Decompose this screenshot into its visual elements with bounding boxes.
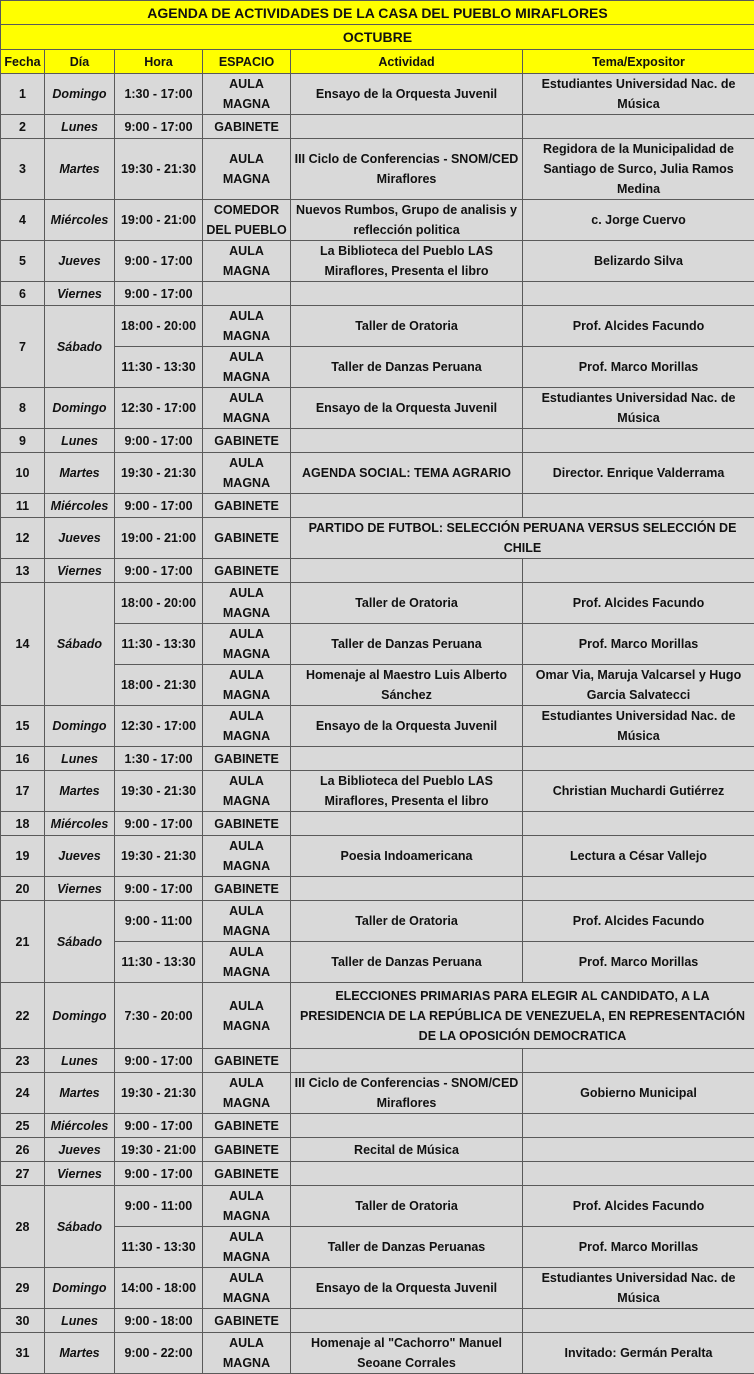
- tema-cell: Estudiantes Universidad Nac. de Música: [523, 388, 754, 429]
- hora-cell: 7:30 - 20:00: [115, 983, 203, 1049]
- fecha-cell: 28: [1, 1186, 45, 1268]
- hora-cell: 9:00 - 11:00: [115, 901, 203, 942]
- actividad-cell: Homenaje al "Cachorro" Manuel Seoane Corrales: [291, 1333, 523, 1374]
- tema-cell: Belizardo Silva: [523, 241, 754, 282]
- actividad-cell: [291, 494, 523, 518]
- espacio-cell: AULA MAGNA: [203, 706, 291, 747]
- agenda-body: [1, 74, 754, 1374]
- espacio-cell: AULA MAGNA: [203, 901, 291, 942]
- fecha-cell: 7: [1, 306, 45, 388]
- espacio-cell: AULA MAGNA: [203, 1073, 291, 1114]
- espacio-cell: GABINETE: [203, 1309, 291, 1333]
- hora-cell: 9:00 - 11:00: [115, 1186, 203, 1227]
- fecha-cell: 11: [1, 494, 45, 518]
- hora-cell: 9:00 - 17:00: [115, 559, 203, 583]
- table-row: [1, 1162, 754, 1186]
- hora-cell: 9:00 - 17:00: [115, 282, 203, 306]
- hora-cell: 11:30 - 13:30: [115, 624, 203, 665]
- table-row: [1, 1186, 754, 1227]
- tema-cell: Estudiantes Universidad Nac. de Música: [523, 74, 754, 115]
- espacio-cell: GABINETE: [203, 1162, 291, 1186]
- table-row: [1, 1073, 754, 1114]
- actividad-merged-cell: ELECCIONES PRIMARIAS PARA ELEGIR AL CANDIDATO, A LA PRESIDENCIA DE LA REPÚBLICA DE VENEZUELA, EN REPRESENTACIÓN DE LA OPOSICIÓN DEMOCRATICA: [291, 983, 754, 1049]
- hora-cell: 19:30 - 21:00: [115, 1138, 203, 1162]
- table-row: [1, 942, 754, 983]
- tema-cell: Prof. Alcides Facundo: [523, 1186, 754, 1227]
- espacio-cell: GABINETE: [203, 518, 291, 559]
- hora-cell: 9:00 - 17:00: [115, 1162, 203, 1186]
- header-dia: Día: [45, 50, 115, 74]
- dia-cell: Miércoles: [45, 494, 115, 518]
- espacio-cell: GABINETE: [203, 812, 291, 836]
- espacio-cell: GABINETE: [203, 1114, 291, 1138]
- dia-cell: Jueves: [45, 1138, 115, 1162]
- dia-cell: Miércoles: [45, 812, 115, 836]
- fecha-cell: 12: [1, 518, 45, 559]
- table-row: [1, 583, 754, 624]
- table-row: [1, 1138, 754, 1162]
- dia-cell: Miércoles: [45, 1114, 115, 1138]
- dia-cell: Domingo: [45, 1268, 115, 1309]
- table-row: [1, 624, 754, 665]
- table-row: [1, 747, 754, 771]
- tema-cell: [523, 747, 754, 771]
- table-row: [1, 1333, 754, 1374]
- hora-cell: 1:30 - 17:00: [115, 747, 203, 771]
- dia-cell: Domingo: [45, 983, 115, 1049]
- actividad-cell: [291, 1114, 523, 1138]
- fecha-cell: 5: [1, 241, 45, 282]
- tema-cell: Prof. Marco Morillas: [523, 347, 754, 388]
- hora-cell: 9:00 - 17:00: [115, 1114, 203, 1138]
- espacio-cell: GABINETE: [203, 115, 291, 139]
- tema-cell: [523, 1114, 754, 1138]
- table-row: [1, 518, 754, 559]
- espacio-cell: AULA MAGNA: [203, 388, 291, 429]
- fecha-cell: 24: [1, 1073, 45, 1114]
- hora-cell: 19:30 - 21:30: [115, 836, 203, 877]
- dia-cell: Viernes: [45, 877, 115, 901]
- dia-cell: Lunes: [45, 429, 115, 453]
- hora-cell: 9:00 - 17:00: [115, 877, 203, 901]
- tema-cell: Prof. Alcides Facundo: [523, 901, 754, 942]
- tema-cell: [523, 1138, 754, 1162]
- hora-cell: 18:00 - 21:30: [115, 665, 203, 706]
- header-tema: Tema/Expositor: [523, 50, 754, 74]
- tema-cell: [523, 429, 754, 453]
- espacio-cell: AULA MAGNA: [203, 139, 291, 200]
- table-row: [1, 836, 754, 877]
- hora-cell: 19:00 - 21:00: [115, 200, 203, 241]
- espacio-cell: AULA MAGNA: [203, 1268, 291, 1309]
- espacio-cell: AULA MAGNA: [203, 942, 291, 983]
- table-row: [1, 1309, 754, 1333]
- hora-cell: 19:30 - 21:30: [115, 771, 203, 812]
- fecha-cell: 29: [1, 1268, 45, 1309]
- actividad-cell: Taller de Oratoria: [291, 306, 523, 347]
- actividad-cell: Taller de Danzas Peruana: [291, 624, 523, 665]
- espacio-cell: AULA MAGNA: [203, 1186, 291, 1227]
- dia-cell: Sábado: [45, 306, 115, 388]
- table-row: [1, 706, 754, 747]
- table-row: [1, 983, 754, 1049]
- actividad-cell: La Biblioteca del Pueblo LAS Miraflores, Presenta el libro: [291, 771, 523, 812]
- table-row: [1, 388, 754, 429]
- fecha-cell: 4: [1, 200, 45, 241]
- hora-cell: 9:00 - 22:00: [115, 1333, 203, 1374]
- table-row: [1, 494, 754, 518]
- fecha-cell: 17: [1, 771, 45, 812]
- table-row: [1, 139, 754, 200]
- espacio-cell: AULA MAGNA: [203, 983, 291, 1049]
- actividad-merged-cell: PARTIDO DE FUTBOL: SELECCIÓN PERUANA VERSUS SELECCIÓN DE CHILE: [291, 518, 754, 559]
- actividad-cell: Nuevos Rumbos, Grupo de analisis y reflección politica: [291, 200, 523, 241]
- fecha-cell: 23: [1, 1049, 45, 1073]
- table-row: [1, 453, 754, 494]
- fecha-cell: 30: [1, 1309, 45, 1333]
- espacio-cell: GABINETE: [203, 877, 291, 901]
- fecha-cell: 10: [1, 453, 45, 494]
- espacio-cell: AULA MAGNA: [203, 583, 291, 624]
- header-actividad: Actividad: [291, 50, 523, 74]
- hora-cell: 19:30 - 21:30: [115, 453, 203, 494]
- dia-cell: Jueves: [45, 836, 115, 877]
- tema-cell: Prof. Marco Morillas: [523, 1227, 754, 1268]
- tema-cell: [523, 115, 754, 139]
- actividad-cell: III Ciclo de Conferencias - SNOM/CED Miraflores: [291, 1073, 523, 1114]
- dia-cell: Jueves: [45, 518, 115, 559]
- dia-cell: Martes: [45, 1333, 115, 1374]
- actividad-cell: Ensayo de la Orquesta Juvenil: [291, 74, 523, 115]
- espacio-cell: AULA MAGNA: [203, 1333, 291, 1374]
- hora-cell: 11:30 - 13:30: [115, 942, 203, 983]
- hora-cell: 9:00 - 17:00: [115, 1049, 203, 1073]
- espacio-cell: AULA MAGNA: [203, 74, 291, 115]
- fecha-cell: 26: [1, 1138, 45, 1162]
- fecha-cell: 8: [1, 388, 45, 429]
- espacio-cell: GABINETE: [203, 1138, 291, 1162]
- table-row: [1, 282, 754, 306]
- dia-cell: Sábado: [45, 583, 115, 706]
- dia-cell: Domingo: [45, 74, 115, 115]
- header-espacio: ESPACIO: [203, 50, 291, 74]
- tema-cell: Estudiantes Universidad Nac. de Música: [523, 706, 754, 747]
- hora-cell: 19:00 - 21:00: [115, 518, 203, 559]
- espacio-cell: GABINETE: [203, 559, 291, 583]
- actividad-cell: Homenaje al Maestro Luis Alberto Sánchez: [291, 665, 523, 706]
- tema-cell: Director. Enrique Valderrama: [523, 453, 754, 494]
- actividad-cell: AGENDA SOCIAL: TEMA AGRARIO: [291, 453, 523, 494]
- dia-cell: Lunes: [45, 1309, 115, 1333]
- tema-cell: [523, 559, 754, 583]
- dia-cell: Jueves: [45, 241, 115, 282]
- table-row: [1, 1114, 754, 1138]
- actividad-cell: [291, 1309, 523, 1333]
- tema-cell: Prof. Alcides Facundo: [523, 306, 754, 347]
- table-row: [1, 559, 754, 583]
- espacio-cell: AULA MAGNA: [203, 306, 291, 347]
- espacio-cell: AULA MAGNA: [203, 453, 291, 494]
- actividad-cell: Taller de Danzas Peruanas: [291, 1227, 523, 1268]
- tema-cell: Estudiantes Universidad Nac. de Música: [523, 1268, 754, 1309]
- actividad-cell: [291, 747, 523, 771]
- actividad-cell: [291, 812, 523, 836]
- actividad-cell: III Ciclo de Conferencias - SNOM/CED Miraflores: [291, 139, 523, 200]
- actividad-cell: Taller de Danzas Peruana: [291, 942, 523, 983]
- hora-cell: 9:00 - 17:00: [115, 241, 203, 282]
- dia-cell: Domingo: [45, 388, 115, 429]
- table-row: [1, 306, 754, 347]
- fecha-cell: 16: [1, 747, 45, 771]
- dia-cell: Martes: [45, 139, 115, 200]
- fecha-cell: 1: [1, 74, 45, 115]
- actividad-cell: [291, 877, 523, 901]
- fecha-cell: 9: [1, 429, 45, 453]
- espacio-cell: AULA MAGNA: [203, 665, 291, 706]
- fecha-cell: 21: [1, 901, 45, 983]
- fecha-cell: 15: [1, 706, 45, 747]
- hora-cell: 11:30 - 13:30: [115, 347, 203, 388]
- fecha-cell: 6: [1, 282, 45, 306]
- fecha-cell: 14: [1, 583, 45, 706]
- fecha-cell: 25: [1, 1114, 45, 1138]
- hora-cell: 11:30 - 13:30: [115, 1227, 203, 1268]
- dia-cell: Lunes: [45, 1049, 115, 1073]
- tema-cell: [523, 812, 754, 836]
- espacio-cell: GABINETE: [203, 429, 291, 453]
- dia-cell: Lunes: [45, 115, 115, 139]
- agenda-title: AGENDA DE ACTIVIDADES DE LA CASA DEL PUEBLO MIRAFLORES: [1, 1, 754, 25]
- dia-cell: Martes: [45, 771, 115, 812]
- espacio-cell: AULA MAGNA: [203, 771, 291, 812]
- tema-cell: [523, 1162, 754, 1186]
- dia-cell: Viernes: [45, 282, 115, 306]
- dia-cell: Martes: [45, 1073, 115, 1114]
- table-row: [1, 115, 754, 139]
- fecha-cell: 27: [1, 1162, 45, 1186]
- actividad-cell: [291, 1162, 523, 1186]
- espacio-cell: AULA MAGNA: [203, 241, 291, 282]
- table-row: [1, 877, 754, 901]
- dia-cell: Miércoles: [45, 200, 115, 241]
- fecha-cell: 13: [1, 559, 45, 583]
- actividad-cell: [291, 429, 523, 453]
- actividad-cell: Recital de Música: [291, 1138, 523, 1162]
- actividad-cell: Taller de Oratoria: [291, 901, 523, 942]
- tema-cell: Lectura a César Vallejo: [523, 836, 754, 877]
- table-row: [1, 812, 754, 836]
- fecha-cell: 3: [1, 139, 45, 200]
- table-row: [1, 429, 754, 453]
- actividad-cell: Taller de Danzas Peruana: [291, 347, 523, 388]
- tema-cell: Prof. Marco Morillas: [523, 942, 754, 983]
- fecha-cell: 19: [1, 836, 45, 877]
- hora-cell: 19:30 - 21:30: [115, 139, 203, 200]
- header-hora: Hora: [115, 50, 203, 74]
- table-row: [1, 1268, 754, 1309]
- espacio-cell: AULA MAGNA: [203, 1227, 291, 1268]
- actividad-cell: [291, 282, 523, 306]
- hora-cell: 9:00 - 17:00: [115, 115, 203, 139]
- tema-cell: [523, 494, 754, 518]
- hora-cell: 18:00 - 20:00: [115, 306, 203, 347]
- tema-cell: [523, 877, 754, 901]
- actividad-cell: Poesia Indoamericana: [291, 836, 523, 877]
- hora-cell: 9:00 - 18:00: [115, 1309, 203, 1333]
- espacio-cell: GABINETE: [203, 1049, 291, 1073]
- hora-cell: 12:30 - 17:00: [115, 388, 203, 429]
- fecha-cell: 18: [1, 812, 45, 836]
- fecha-cell: 31: [1, 1333, 45, 1374]
- espacio-cell: AULA MAGNA: [203, 347, 291, 388]
- dia-cell: Viernes: [45, 559, 115, 583]
- tema-cell: Prof. Alcides Facundo: [523, 583, 754, 624]
- actividad-cell: Taller de Oratoria: [291, 583, 523, 624]
- actividad-cell: Ensayo de la Orquesta Juvenil: [291, 706, 523, 747]
- dia-cell: Viernes: [45, 1162, 115, 1186]
- table-row: [1, 901, 754, 942]
- hora-cell: 9:00 - 17:00: [115, 429, 203, 453]
- actividad-cell: Taller de Oratoria: [291, 1186, 523, 1227]
- table-row: [1, 347, 754, 388]
- table-row: [1, 74, 754, 115]
- actividad-cell: La Biblioteca del Pueblo LAS Miraflores, Presenta el libro: [291, 241, 523, 282]
- table-row: [1, 771, 754, 812]
- table-row: [1, 241, 754, 282]
- tema-cell: Prof. Marco Morillas: [523, 624, 754, 665]
- tema-cell: Invitado: Germán Peralta: [523, 1333, 754, 1374]
- actividad-cell: [291, 1049, 523, 1073]
- espacio-cell: AULA MAGNA: [203, 624, 291, 665]
- table-row: [1, 200, 754, 241]
- dia-cell: Sábado: [45, 901, 115, 983]
- fecha-cell: 22: [1, 983, 45, 1049]
- tema-cell: [523, 282, 754, 306]
- table-row: [1, 1049, 754, 1073]
- table-row: [1, 1227, 754, 1268]
- espacio-cell: [203, 282, 291, 306]
- dia-cell: Martes: [45, 453, 115, 494]
- hora-cell: 19:30 - 21:30: [115, 1073, 203, 1114]
- month-title: OCTUBRE: [1, 25, 754, 50]
- espacio-cell: COMEDOR DEL PUEBLO: [203, 200, 291, 241]
- dia-cell: Lunes: [45, 747, 115, 771]
- espacio-cell: GABINETE: [203, 494, 291, 518]
- espacio-cell: GABINETE: [203, 747, 291, 771]
- hora-cell: 9:00 - 17:00: [115, 812, 203, 836]
- tema-cell: Christian Muchardi Gutiérrez: [523, 771, 754, 812]
- header-fecha: Fecha: [1, 50, 45, 74]
- actividad-cell: Ensayo de la Orquesta Juvenil: [291, 1268, 523, 1309]
- tema-cell: Omar Via, Maruja Valcarsel y Hugo Garcia Salvatecci: [523, 665, 754, 706]
- actividad-cell: Ensayo de la Orquesta Juvenil: [291, 388, 523, 429]
- hora-cell: 9:00 - 17:00: [115, 494, 203, 518]
- hora-cell: 14:00 - 18:00: [115, 1268, 203, 1309]
- hora-cell: 18:00 - 20:00: [115, 583, 203, 624]
- dia-cell: Sábado: [45, 1186, 115, 1268]
- dia-cell: Domingo: [45, 706, 115, 747]
- tema-cell: c. Jorge Cuervo: [523, 200, 754, 241]
- espacio-cell: AULA MAGNA: [203, 836, 291, 877]
- hora-cell: 1:30 - 17:00: [115, 74, 203, 115]
- fecha-cell: 2: [1, 115, 45, 139]
- actividad-cell: [291, 559, 523, 583]
- tema-cell: Regidora de la Municipalidad de Santiago de Surco, Julia Ramos Medina: [523, 139, 754, 200]
- actividad-cell: [291, 115, 523, 139]
- tema-cell: [523, 1309, 754, 1333]
- hora-cell: 12:30 - 17:00: [115, 706, 203, 747]
- fecha-cell: 20: [1, 877, 45, 901]
- tema-cell: [523, 1049, 754, 1073]
- tema-cell: Gobierno Municipal: [523, 1073, 754, 1114]
- table-row: [1, 665, 754, 706]
